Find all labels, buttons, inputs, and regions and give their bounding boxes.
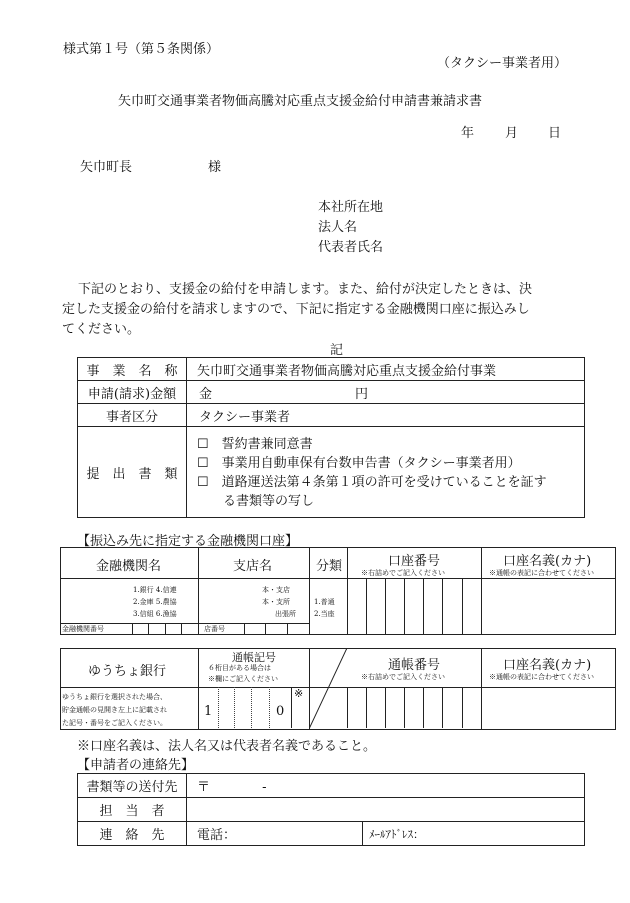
acct-type-1: 1.普通 — [314, 598, 335, 606]
category-value: タクシー事業者 — [187, 404, 585, 427]
body-line-2: 定した支援金の給付を請求しますので、下記に指定する金融機関口座に振込みし — [62, 302, 530, 317]
contact-table — [77, 773, 585, 846]
account-number-note: ※右詰めでご記入ください — [361, 569, 445, 577]
yucho-symbol-last-digit: 0 — [276, 704, 285, 719]
ki-mark: 記 — [330, 343, 344, 358]
bank-type-2: 2.金庫 5.農協 — [133, 598, 177, 606]
yucho-number-note: ※右詰めでご記入ください — [361, 673, 445, 681]
project-label: 事 業 名 称 — [78, 358, 187, 381]
phone-label: 電話： — [197, 828, 237, 843]
account-number-header: 口座番号 — [388, 554, 441, 569]
date-year: 年 — [461, 126, 475, 141]
yucho-note-2: 貯金通帳の見開き左上に記載され — [62, 706, 167, 714]
postal-mark: 〒 — [197, 780, 211, 795]
application-table — [77, 357, 585, 518]
date-day: 日 — [548, 126, 562, 141]
person-label: 担 当 者 — [78, 798, 187, 822]
contact-section-title: 【申請者の連絡先】 — [77, 758, 195, 773]
contact-label: 連 絡 先 — [78, 822, 187, 846]
yucho-note-3: た記号・番号をご記入ください。 — [62, 719, 167, 727]
body-line-3: てください。 — [62, 322, 141, 337]
yucho-holder-header: 口座名義(カナ) — [503, 658, 592, 673]
doc-item-pledge[interactable]: ☐ 誓約書兼同意書 — [197, 437, 313, 452]
holder-name-note: ※通帳の表記に合わせてください — [489, 569, 594, 577]
postal-dash: - — [262, 780, 267, 795]
bank-code-label: 金融機関番号 — [62, 625, 104, 633]
doc-item-permit[interactable]: ☐ 道路運送法第４条第１項の許可を受けていることを証す — [197, 475, 547, 490]
corp-name-label: 法人名 — [318, 220, 358, 235]
branch-type-1: 本・支店 — [262, 586, 290, 594]
acct-type-2: 2.当座 — [314, 610, 335, 618]
holder-name-header: 口座名義(カナ) — [503, 554, 592, 569]
branch-type-2: 本・支所 — [262, 598, 290, 606]
date-month: 月 — [505, 126, 519, 141]
addressee-suffix: 様 — [208, 160, 222, 175]
doc-item-permit-cont: る書類等の写し — [197, 494, 315, 509]
yucho-number-header: 通帳番号 — [388, 658, 441, 673]
yucho-symbol-header: 通帳記号 — [232, 651, 276, 664]
send-address-label: 書類等の送付先 — [78, 774, 187, 798]
yucho-symbol-note-2: ※欄にご記入ください — [208, 675, 278, 683]
body-line-1: 下記のとおり、支援金の給付を申請します。また、給付が決定したときは、決 — [78, 282, 532, 297]
category-label: 事者区分 — [78, 404, 187, 427]
person-field[interactable] — [187, 798, 585, 822]
documents-label: 提 出 書 類 — [78, 427, 187, 518]
form-number: 様式第１号（第５条関係） — [63, 42, 220, 57]
doc-item-vehicle-count[interactable]: ☐ 事業用自動車保有台数申告書（タクシー事業者用） — [197, 456, 521, 471]
yucho-bank-name: ゆうちょ銀行 — [88, 664, 167, 679]
yucho-holder-note: ※通帳の表記に合わせてください — [489, 673, 594, 681]
yucho-symbol-first-digit: 1 — [204, 704, 213, 719]
yucho-asterisk: ※ — [294, 687, 304, 700]
amount-label: 申請(請求)金額 — [78, 381, 187, 404]
bank-name-header: 金融機関名 — [96, 559, 162, 574]
bank-type-3: 3.信組 6.漁協 — [133, 610, 177, 618]
yucho-symbol-note-1: ６桁目がある場合は — [208, 664, 271, 672]
project-value: 矢巾町交通事業者物価高騰対応重点支援金給付事業 — [187, 358, 585, 381]
address-label: 本社所在地 — [318, 200, 384, 215]
email-label: ﾒｰﾙｱﾄﾞﾚｽ： — [369, 828, 424, 841]
footer-note: ※口座名義は、法人名又は代表者名義であること。 — [77, 739, 377, 754]
form-type: （タクシー事業者用） — [437, 56, 568, 71]
addressee-name: 矢巾町長 — [80, 160, 133, 175]
page-title: 矢巾町交通事業者物価高騰対応重点支援金給付申請書兼請求書 — [118, 94, 483, 109]
amount-field[interactable] — [187, 381, 585, 404]
amount-unit: 円 — [355, 386, 369, 402]
account-type-header: 分類 — [316, 559, 343, 574]
branch-code-label: 店番号 — [204, 625, 225, 633]
branch-name-header: 支店名 — [233, 559, 273, 574]
branch-type-3: 出張所 — [275, 610, 296, 618]
representative-label: 代表者氏名 — [318, 240, 384, 255]
contact-field[interactable] — [187, 822, 585, 846]
yucho-note-1: ゆうちょ銀行を選択された場合、 — [62, 693, 167, 701]
diagonal-slash-icon — [309, 648, 347, 729]
send-address-field[interactable] — [187, 774, 585, 798]
bank-type-1: 1.銀行 4.信連 — [133, 586, 177, 594]
amount-prefix: 金 — [199, 386, 213, 402]
bank-section-title: 【振込み先に指定する金融機関口座】 — [77, 534, 299, 549]
documents-list — [187, 427, 585, 518]
